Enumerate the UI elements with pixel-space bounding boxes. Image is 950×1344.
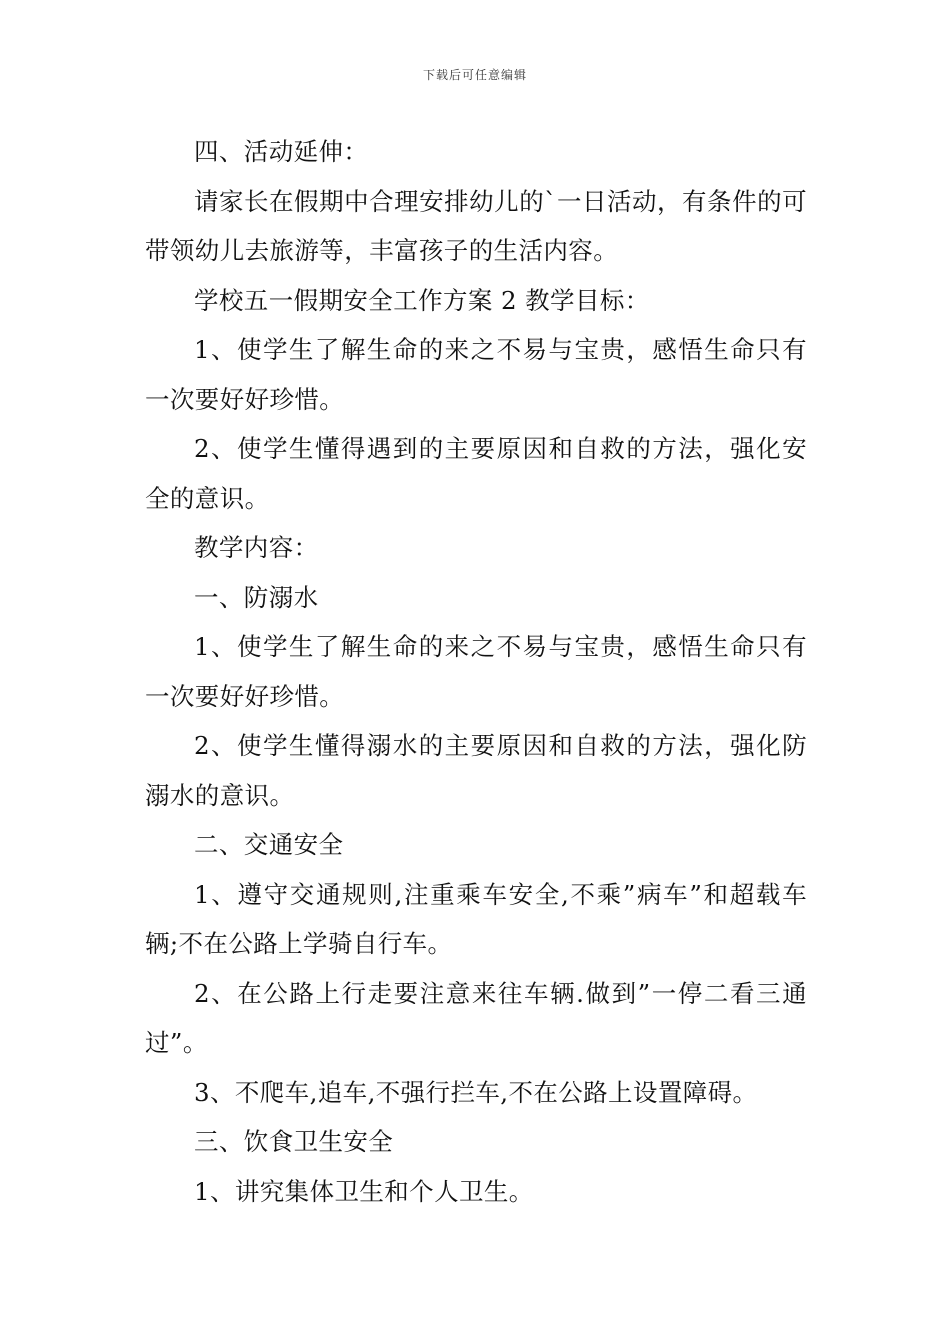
paragraph: 学校五一假期安全工作方案 2 教学目标： bbox=[194, 285, 650, 315]
paragraph: 三、饮食卫生安全 bbox=[194, 1127, 394, 1156]
paragraph: 四、活动延伸： bbox=[194, 137, 369, 166]
paragraph: 二、交通安全 bbox=[194, 830, 344, 859]
document-body bbox=[145, 127, 807, 1216]
paragraph: 2、使学生懂得溺水的主要原因和自救的方法，强化防溺水的意识。 bbox=[145, 731, 807, 810]
paragraph: 3、不爬车,追车,不强行拦车,不在公路上设置障碍。 bbox=[194, 1077, 758, 1107]
paragraph: 1、使学生了解生命的来之不易与宝贵，感悟生命只有一次要好好珍惜。 bbox=[145, 335, 807, 414]
paragraph: 2、使学生懂得遇到的主要原因和自救的方法，强化安全的意识。 bbox=[145, 434, 807, 513]
paragraph: 1、使学生了解生命的来之不易与宝贵，感悟生命只有一次要好好珍惜。 bbox=[145, 632, 807, 711]
paragraph: 1、讲究集体卫生和个人卫生。 bbox=[194, 1176, 534, 1206]
paragraph: 一、防溺水 bbox=[194, 582, 319, 612]
paragraph: 1、遵守交通规则,注重乘车安全,不乘”病车”和超载车辆;不在公路上学骑自行车。 bbox=[145, 879, 807, 958]
paragraph: 教学内容： bbox=[194, 533, 319, 562]
page-header-note: 下载后可任意编辑 bbox=[422, 68, 527, 82]
paragraph: 请家长在假期中合理安排幼儿的`一日活动，有条件的可带领幼儿去旅游等，丰富孩子的生活内容。 bbox=[145, 186, 807, 265]
paragraph: 2、在公路上行走要注意来往车辆.做到”一停二看三通过”。 bbox=[145, 978, 807, 1057]
